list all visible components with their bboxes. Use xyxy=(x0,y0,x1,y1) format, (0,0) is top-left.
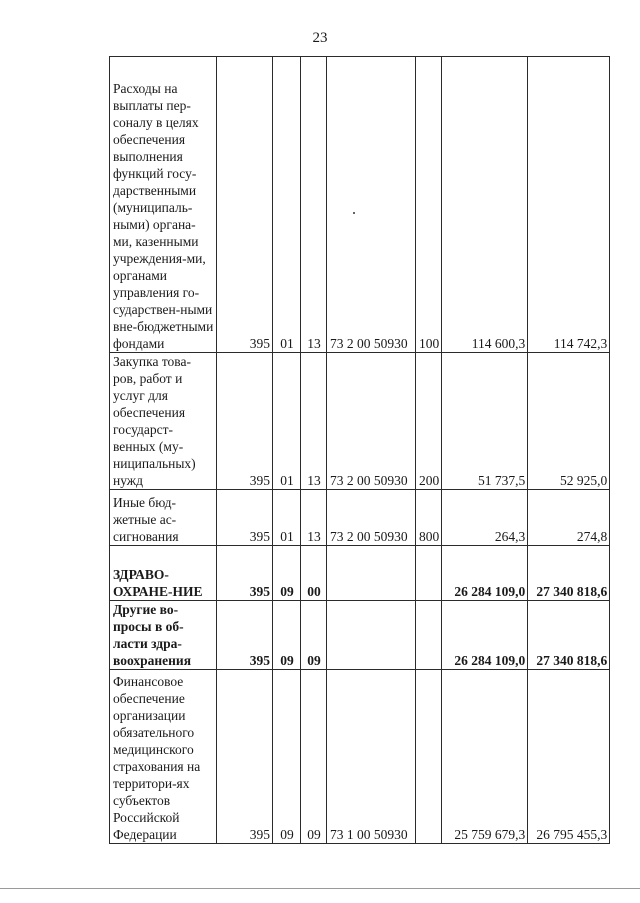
cell-expense-type: 200 xyxy=(416,353,442,490)
cell-grbs-code: 395 xyxy=(217,670,273,844)
cell-subsection: 00 xyxy=(301,546,327,601)
cell-target-item: 73 1 00 50930 xyxy=(327,670,416,844)
cell-expense-type xyxy=(416,546,442,601)
cell-amount-year1: 114 600,3 xyxy=(442,57,528,353)
cell-amount-year2: 27 340 818,6 xyxy=(528,601,610,670)
cell-target-item: 73 2 00 50930 xyxy=(327,353,416,490)
budget-table-body xyxy=(110,57,610,844)
cell-amount-year1: 26 284 109,0 xyxy=(442,601,528,670)
cell-expense-type xyxy=(416,601,442,670)
cell-section: 01 xyxy=(273,490,301,546)
cell-expense-type xyxy=(416,670,442,844)
scan-speck xyxy=(353,212,355,214)
cell-amount-year1: 51 737,5 xyxy=(442,353,528,490)
cell-amount-year2: 52 925,0 xyxy=(528,353,610,490)
table-row xyxy=(110,601,610,670)
cell-section: 09 xyxy=(273,670,301,844)
cell-subsection: 13 xyxy=(301,490,327,546)
cell-amount-year2: 27 340 818,6 xyxy=(528,546,610,601)
cell-name: Закупка това-ров, работ и услуг для обеспечения государст-венных (му-ниципальных) нужд xyxy=(110,353,217,490)
table-row xyxy=(110,490,610,546)
cell-subsection: 13 xyxy=(301,353,327,490)
cell-section: 09 xyxy=(273,601,301,670)
cell-target-item: 73 2 00 50930 xyxy=(327,57,416,353)
cell-amount-year2: 26 795 455,3 xyxy=(528,670,610,844)
cell-amount-year2: 114 742,3 xyxy=(528,57,610,353)
cell-amount-year1: 264,3 xyxy=(442,490,528,546)
table-row xyxy=(110,57,610,353)
table-row xyxy=(110,670,610,844)
cell-expense-type: 100 xyxy=(416,57,442,353)
cell-target-item xyxy=(327,601,416,670)
cell-name: Другие во-просы в об-ласти здра-воохранения xyxy=(110,601,217,670)
cell-target-item: 73 2 00 50930 xyxy=(327,490,416,546)
cell-amount-year1: 25 759 679,3 xyxy=(442,670,528,844)
page-number: 23 xyxy=(312,30,328,46)
table-row xyxy=(110,353,610,490)
cell-name: ЗДРАВО-ОХРАНЕ-НИЕ xyxy=(110,546,217,601)
cell-name: Финансовое обеспечение организации обязательного медицинского страхования на территори-ях субъектов Российской Федерации xyxy=(110,670,217,844)
cell-grbs-code: 395 xyxy=(217,57,273,353)
page-bottom-edge xyxy=(0,888,640,889)
cell-subsection: 13 xyxy=(301,57,327,353)
cell-grbs-code: 395 xyxy=(217,490,273,546)
cell-section: 01 xyxy=(273,353,301,490)
cell-grbs-code: 395 xyxy=(217,601,273,670)
cell-subsection: 09 xyxy=(301,670,327,844)
cell-amount-year2: 274,8 xyxy=(528,490,610,546)
cell-subsection: 09 xyxy=(301,601,327,670)
budget-table xyxy=(109,56,610,844)
cell-section: 01 xyxy=(273,57,301,353)
cell-grbs-code: 395 xyxy=(217,546,273,601)
cell-section: 09 xyxy=(273,546,301,601)
cell-name: Расходы на выплаты пер-соналу в целях обеспечения выполнения функций госу-дарственными (муниципаль-ными) органа-ми, казенными учреждения-ми, органами управления го-сударствен-ными вне-бюджетными фондами xyxy=(110,57,217,353)
cell-expense-type: 800 xyxy=(416,490,442,546)
cell-name: Иные бюд-жетные ас-сигнования xyxy=(110,490,217,546)
cell-target-item xyxy=(327,546,416,601)
cell-amount-year1: 26 284 109,0 xyxy=(442,546,528,601)
table-row xyxy=(110,546,610,601)
cell-grbs-code: 395 xyxy=(217,353,273,490)
